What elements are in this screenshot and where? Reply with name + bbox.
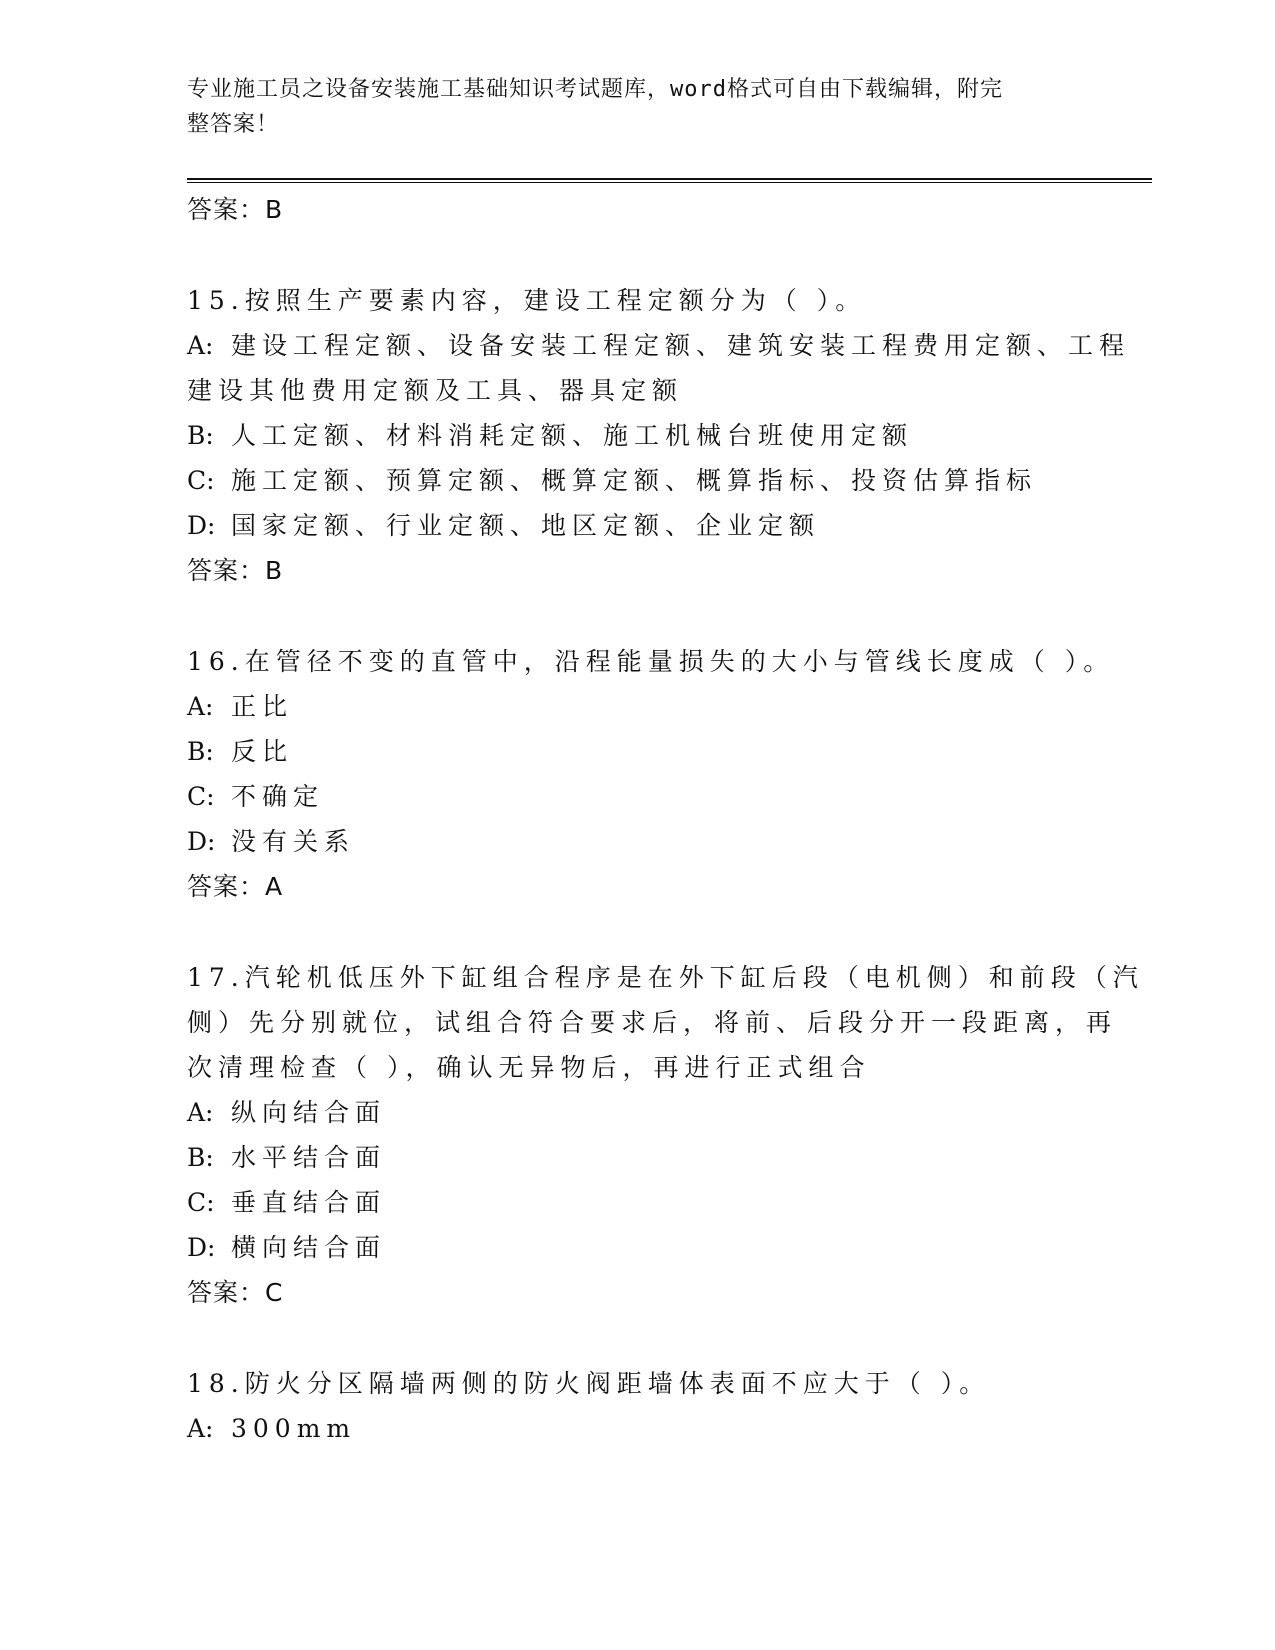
option-letter: C:: [187, 1188, 215, 1217]
option-c: [187, 458, 1087, 503]
header-divider-thick: [187, 178, 1152, 180]
option-letter: A:: [187, 1098, 214, 1127]
option-letter: C:: [187, 466, 215, 495]
option-text: 不确定: [231, 782, 325, 811]
option-b: [187, 1135, 1087, 1180]
option-letter: B:: [187, 421, 214, 450]
option-b: [187, 729, 1087, 774]
option-text: 纵向结合面: [231, 1098, 387, 1127]
header-line-1: 专业施工员之设备安装施工基础知识考试题库，word格式可自由下载编辑，附完: [187, 77, 1003, 102]
question-stem: 16.在管径不变的直管中，沿程能量损失的大小与管线长度成（ ）。: [187, 647, 1115, 676]
header-divider-thin: [187, 182, 1152, 183]
option-text: 施工定额、预算定额、概算定额、概算指标、投资估算指标: [231, 466, 1038, 495]
option-text: 国家定额、行业定额、地区定额、企业定额: [231, 511, 821, 540]
option-letter: A:: [187, 692, 214, 721]
question-17: [187, 955, 1144, 1316]
option-text: 正比: [231, 692, 294, 721]
option-letter: A:: [187, 1414, 214, 1443]
option-text: 反比: [231, 737, 294, 766]
question-16: [187, 639, 1115, 910]
header-line-2: 整答案！: [187, 112, 280, 137]
option-b: [187, 413, 1087, 458]
option-c: [187, 774, 1087, 819]
option-letter: D:: [187, 511, 216, 540]
option-d: [187, 1225, 1087, 1270]
question-stem-continued: 侧）先分别就位，试组合符合要求后，将前、后段分开一段距离，再: [187, 1008, 1118, 1037]
option-text: 水平结合面: [231, 1143, 387, 1172]
question-15: [187, 278, 1131, 594]
answer: 答案：C: [187, 1278, 284, 1307]
page-header: [187, 72, 1067, 142]
option-a: [187, 1406, 1087, 1451]
spacer: [187, 594, 1087, 639]
option-letter: D:: [187, 1233, 216, 1262]
option-letter: B:: [187, 1143, 214, 1172]
question-stem-continued: 次清理检查（ ），确认无异物后，再进行正式组合: [187, 1053, 871, 1082]
question-stem: 18.防火分区隔墙两侧的防火阀距墙体表面不应大于（ ）。: [187, 1369, 991, 1398]
option-d: [187, 819, 1087, 864]
spacer: [187, 233, 1087, 278]
option-text-continued: 建设其他费用定额及工具、器具定额: [187, 376, 684, 405]
spacer: [187, 910, 1087, 955]
option-c: [187, 1180, 1087, 1225]
option-a: [187, 1090, 1087, 1135]
answer: 答案：A: [187, 872, 284, 901]
option-text: 建设工程定额、设备安装工程定额、建筑安装工程费用定额、工程: [231, 331, 1131, 360]
option-text: 垂直结合面: [231, 1188, 387, 1217]
spacer: [187, 1316, 1087, 1361]
option-letter: D:: [187, 827, 216, 856]
question-stem: 15.按照生产要素内容，建设工程定额分为（ ）。: [187, 286, 867, 315]
option-a: [187, 684, 1087, 729]
option-text: 300mm: [231, 1414, 357, 1443]
option-d: [187, 503, 1087, 548]
question-18: [187, 1361, 1087, 1451]
option-letter: B:: [187, 737, 214, 766]
option-text: 人工定额、材料消耗定额、施工机械台班使用定额: [231, 421, 914, 450]
answer-previous: 答案：B: [187, 195, 284, 224]
answer: 答案：B: [187, 556, 284, 585]
option-letter: A:: [187, 331, 214, 360]
question-list: [187, 187, 1144, 1451]
question-stem: 17.汽轮机低压外下缸组合程序是在外下缸后段（电机侧）和前段（汽: [187, 963, 1144, 992]
option-a: [187, 323, 1131, 413]
option-text: 没有关系: [231, 827, 356, 856]
option-text: 横向结合面: [231, 1233, 387, 1262]
option-letter: C:: [187, 782, 215, 811]
